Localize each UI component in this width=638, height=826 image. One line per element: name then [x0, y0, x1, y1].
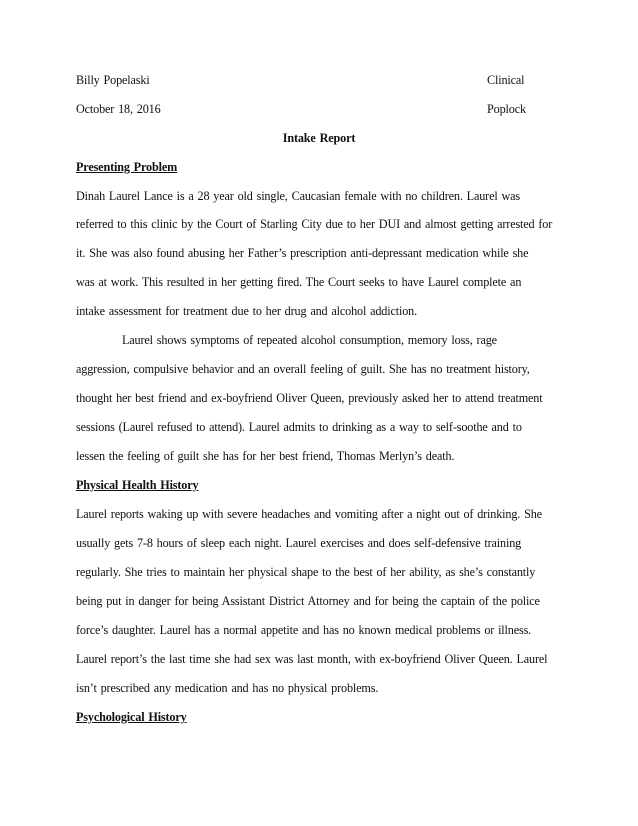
section-heading-psychological-history: Psychological History — [76, 710, 187, 724]
paragraph-line: thought her best friend and ex-boyfriend Oliver Queen, previously asked her to attend treatment — [76, 391, 543, 405]
paragraph-line: sessions (Laurel refused to attend). Laurel admits to drinking as a way to self-soothe and to — [76, 420, 522, 434]
paragraph-line: Laurel reports waking up with severe headaches and vomiting after a night out of drinking. She — [76, 507, 542, 521]
paragraph-line: intake assessment for treatment due to her drug and alcohol addiction. — [76, 304, 417, 318]
section-heading-presenting-problem: Presenting Problem — [76, 160, 178, 174]
paragraph-line: was at work. This resulted in her getting fired. The Court seeks to have Laurel complete an — [76, 275, 522, 289]
paragraph-line: Laurel report’s the last time she had sex was last month, with ex-boyfriend Oliver Queen. Laurel — [76, 652, 548, 666]
paragraph-line: aggression, compulsive behavior and an overall feeling of guilt. She has no treatment history, — [76, 362, 530, 376]
paragraph-line: Laurel shows symptoms of repeated alcohol consumption, memory loss, rage — [122, 333, 497, 347]
author-name: Billy Popelaski — [76, 73, 150, 87]
paragraph-line: force’s daughter. Laurel has a normal appetite and has no known medical problems or illness. — [76, 623, 532, 637]
paragraph-line: Dinah Laurel Lance is a 28 year old single, Caucasian female with no children. Laurel was — [76, 189, 520, 203]
paragraph-line: it. She was also found abusing her Father’s prescription anti-depressant medication while she — [76, 246, 529, 260]
course-name: Clinical — [487, 73, 525, 87]
paragraph-line: usually gets 7-8 hours of sleep each night. Laurel exercises and does self-defensive training — [76, 536, 522, 550]
section-heading-physical-health-history: Physical Health History — [76, 478, 199, 492]
document-title: Intake Report — [282, 131, 356, 145]
instructor-name: Poplock — [487, 102, 526, 116]
paragraph-line: referred to this clinic by the Court of Starling City due to her DUI and almost getting arrested for — [76, 217, 553, 231]
paragraph-line: being put in danger for being Assistant District Attorney and for being the captain of the police — [76, 594, 540, 608]
paragraph-line: regularly. She tries to maintain her physical shape to the best of her ability, as she’s constantly — [76, 565, 536, 579]
report-date: October 18, 2016 — [76, 102, 161, 116]
paragraph-line: isn’t prescribed any medication and has no physical problems. — [76, 681, 379, 695]
paragraph-line: lessen the feeling of guilt she has for her best friend, Thomas Merlyn’s death. — [76, 449, 455, 463]
